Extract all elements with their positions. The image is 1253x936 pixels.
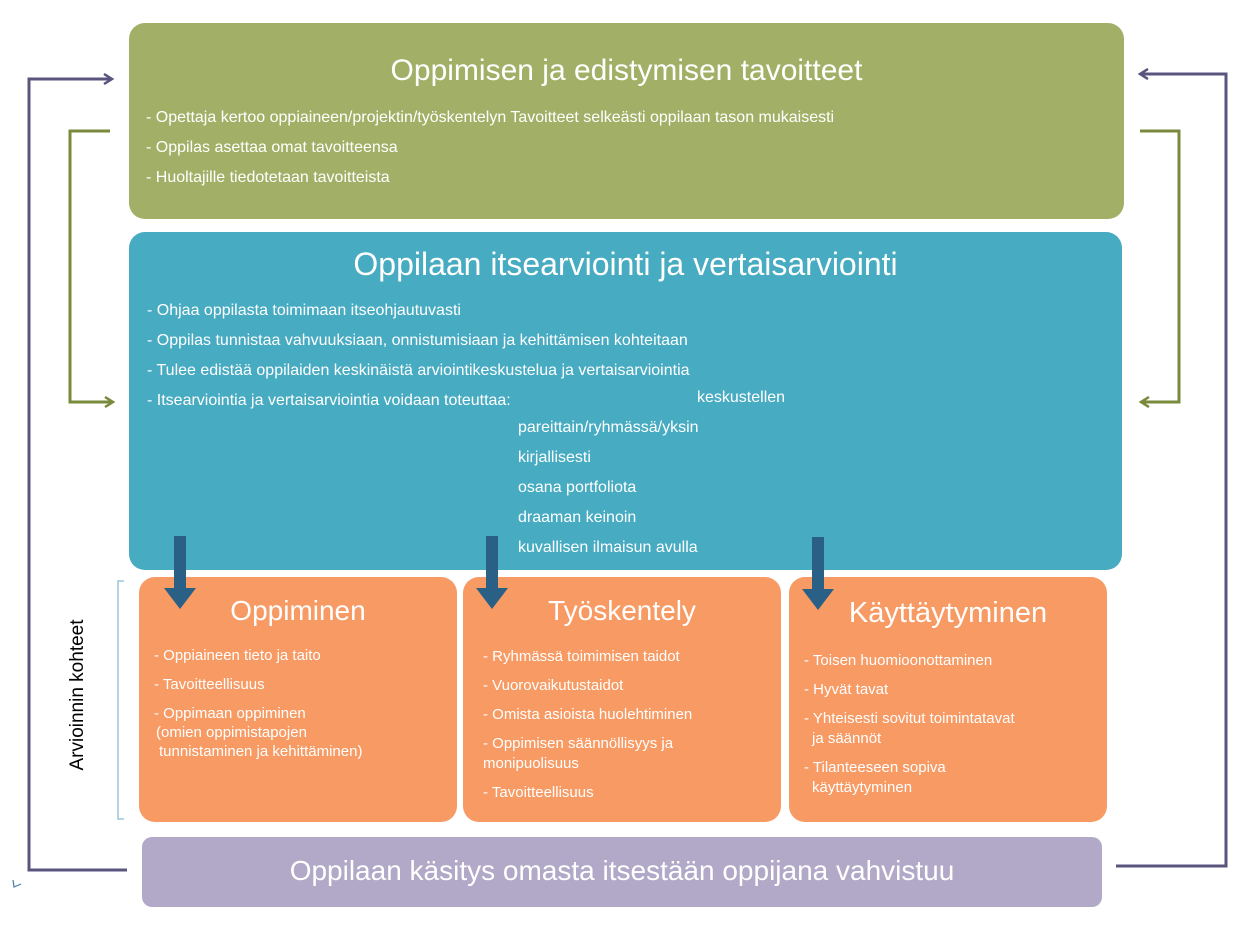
working-item: - Ryhmässä toimimisen taidot bbox=[483, 648, 680, 665]
learning-item: - Tavoitteellisuus bbox=[154, 676, 265, 693]
method-item: pareittain/ryhmässä/yksin bbox=[518, 419, 699, 436]
down-arrow-icon bbox=[476, 536, 508, 609]
behaviour-title: Käyttäytyminen bbox=[848, 597, 1048, 629]
behaviour-item: - Hyvät tavat bbox=[804, 681, 889, 698]
self-assessment-item: - Ohjaa oppilasta toimimaan itseohjautuvasti bbox=[147, 302, 461, 319]
targets-side-label-text: Arvioinnin kohteet bbox=[67, 619, 88, 771]
method-item: keskustellen bbox=[697, 389, 786, 406]
goals-title: Oppimisen ja edistymisen tavoitteet bbox=[390, 54, 863, 87]
behaviour-item-continued: ja säännöt bbox=[812, 730, 882, 747]
learning-item-continued: (omien oppimistapojen bbox=[156, 724, 307, 741]
learning-item-continued: tunnistaminen ja kehittäminen) bbox=[159, 743, 363, 760]
learning-title: Oppiminen bbox=[230, 595, 366, 626]
method-item: osana portfoliota bbox=[518, 479, 637, 496]
goals-item: - Opettaja kertoo oppiaineen/projektin/työskentelyn Tavoitteet selkeästi oppilaan tason mukaisesti bbox=[146, 109, 835, 126]
working-item: - Omista asioista huolehtiminen bbox=[483, 706, 693, 723]
down-arrow-icon bbox=[164, 536, 196, 609]
learning-item: - Oppimaan oppiminen bbox=[154, 705, 306, 722]
behaviour-item: - Yhteisesti sovitut toimintatavat bbox=[804, 710, 1015, 727]
working-item: - Oppimisen säännöllisyys ja bbox=[483, 735, 674, 752]
behaviour-item: - Toisen huomioonottaminen bbox=[804, 652, 993, 669]
self-assessment-item: - Tulee edistää oppilaiden keskinäistä arviointikeskustelua ja vertaisarviointia bbox=[147, 362, 690, 379]
learning-item: - Oppiaineen tieto ja taito bbox=[154, 647, 321, 664]
self-assessment-item: - Itsearviointia ja vertaisarviointia voidaan toteuttaa: bbox=[147, 392, 511, 409]
working-title: Työskentely bbox=[548, 595, 696, 626]
self-assessment-title: Oppilaan itsearviointi ja vertaisarviointi bbox=[353, 246, 898, 282]
behaviour-item-continued: käyttäytyminen bbox=[812, 779, 913, 796]
method-item: kirjallisesti bbox=[518, 449, 591, 466]
goals-item: - Oppilas asettaa omat tavoitteensa bbox=[146, 139, 398, 156]
behaviour-item: - Tilanteeseen sopiva bbox=[804, 759, 946, 776]
outcome-title: Oppilaan käsitys omasta itsestään oppijana vahvistuu bbox=[289, 855, 955, 886]
working-item: - Tavoitteellisuus bbox=[483, 784, 594, 801]
down-arrow-icon bbox=[802, 537, 834, 610]
working-item-continued: monipuolisuus bbox=[483, 755, 579, 772]
method-item: kuvallisen ilmaisun avulla bbox=[518, 539, 698, 556]
working-item: - Vuorovaikutustaidot bbox=[483, 677, 624, 694]
self-assessment-item: - Oppilas tunnistaa vahvuuksiaan, onnistumisiaan ja kehittämisen kohteitaan bbox=[147, 332, 688, 349]
goals-item: - Huoltajille tiedotetaan tavoitteista bbox=[146, 169, 390, 186]
method-item: draaman keinoin bbox=[518, 509, 637, 526]
